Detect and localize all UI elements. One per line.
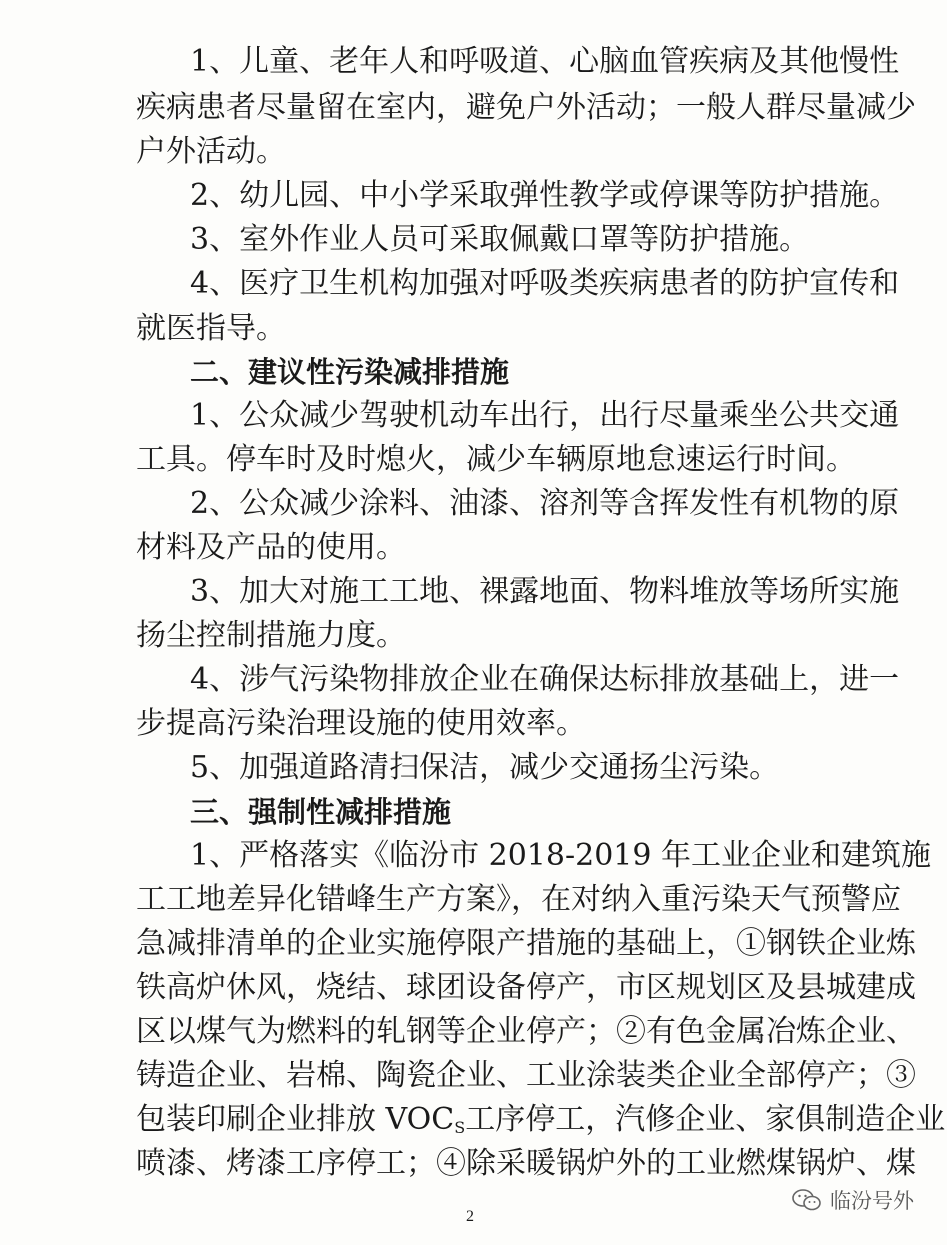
paragraph-line: 1、公众减少驾驶机动车出行，出行尽量乘坐公共交通 [190, 398, 900, 433]
voc-text: 包装印刷企业排放 VOC [136, 1102, 455, 1137]
paragraph-line [0, 1100, 947, 1148]
paragraph-line: 3、室外作业人员可采取佩戴口罩等防护措施。 [190, 222, 810, 257]
paragraph-line: 5、加强道路清扫保洁，减少交通扬尘污染。 [190, 750, 780, 785]
paragraph-line: 铸造企业、岩棉、陶瓷企业、工业涂装类企业全部停产；③ [136, 1058, 916, 1093]
section-heading: 三、强制性减排措施 [190, 795, 452, 829]
paragraph-line: 扬尘控制措施力度。 [136, 618, 406, 653]
voc-subscript: S [454, 1118, 466, 1137]
paragraph-line: 4、涉气污染物排放企业在确保达标排放基础上，进一 [190, 662, 900, 697]
paragraph-line: 喷漆、烤漆工序停工；④除采暖锅炉外的工业燃煤锅炉、煤 [136, 1146, 916, 1181]
paragraph-line: 1、儿童、老年人和呼吸道、心脑血管疾病及其他慢性 [190, 44, 900, 79]
paragraph-line: 1、严格落实《临汾市 2018-2019 年工业企业和建筑施 [190, 838, 931, 873]
watermark-text: 临汾号外 [830, 1189, 914, 1213]
watermark [792, 1185, 914, 1215]
paragraph-line: 材料及产品的使用。 [136, 530, 406, 565]
paragraph-line: 工工地差异化错峰生产方案》，在对纳入重污染天气预警应 [136, 882, 901, 917]
wechat-icon [792, 1188, 822, 1212]
paragraph-line: 铁高炉休风，烧结、球团设备停产，市区规划区及县城建成 [136, 970, 916, 1005]
paragraph-line: 区以煤气为燃料的轧钢等企业停产；②有色金属冶炼企业、 [136, 1014, 916, 1049]
paragraph-line: 4、医疗卫生机构加强对呼吸类疾病患者的防护宣传和 [190, 266, 900, 301]
paragraph-line: 就医指导。 [136, 311, 286, 346]
voc-continuation: 工序停工，汽修企业、家俱制造企业 [465, 1102, 946, 1137]
paragraph-line: 步提高污染治理设施的使用效率。 [136, 706, 586, 741]
paragraph-line: 3、加大对施工工地、裸露地面、物料堆放等场所实施 [190, 574, 900, 609]
paragraph-line: 急减排清单的企业实施停限产措施的基础上，①钢铁企业炼 [136, 926, 916, 961]
paragraph-line: 户外活动。 [136, 134, 286, 169]
paragraph-line: 2、幼儿园、中小学采取弹性教学或停课等防护措施。 [190, 178, 900, 213]
paragraph-line: 工具。停车时及时熄火，减少车辆原地怠速运行时间。 [136, 442, 856, 477]
page-number: 2 [466, 1208, 474, 1225]
paragraph-line: 2、公众减少涂料、油漆、溶剂等含挥发性有机物的原 [190, 486, 900, 521]
paragraph-line: 疾病患者尽量留在室内，避免户外活动；一般人群尽量减少 [136, 90, 916, 125]
section-heading: 二、建议性污染减排措施 [190, 355, 510, 389]
